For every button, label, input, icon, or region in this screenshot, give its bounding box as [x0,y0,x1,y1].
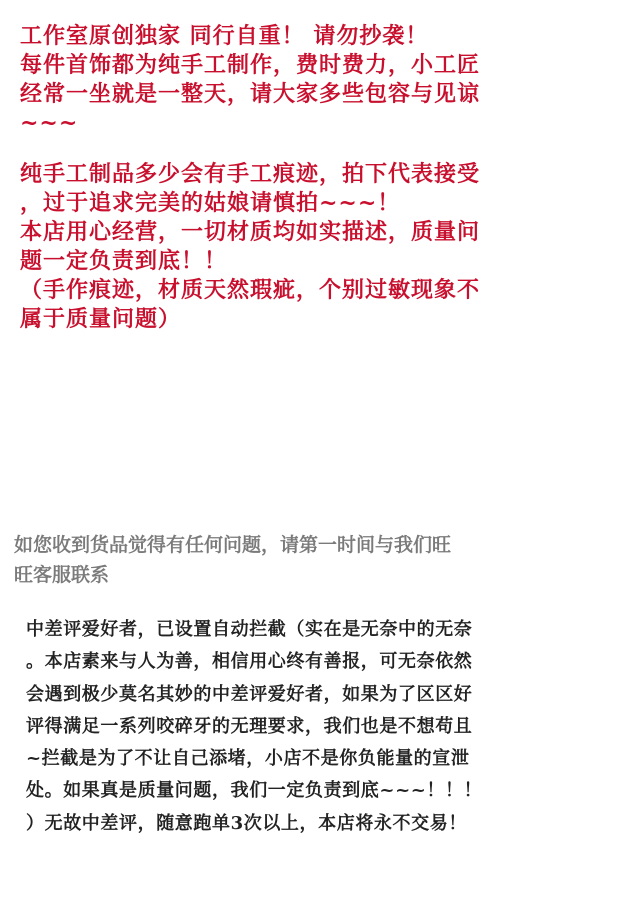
contact-notice [14,530,604,590]
notice-line: 工作室原创独家 同行自重！ 请勿抄袭！ [20,23,429,49]
policy-line: 评得满足一系列咬碎牙的无理要求，我们也是不想苟且 [26,715,473,737]
policy-line: 。本店素来与人为善，相信用心终有善报，可无奈依然 [26,651,473,673]
notice-line: 纯手工制品多少会有手工痕迹，拍下代表接受 [20,161,481,187]
policy-line: ~拦截是为了不让自己添堵，小店不是你负能量的宣泄 [26,748,470,770]
policy-line: ）无故中差评，随意跑单3次以上，本店将永不交易！ [26,812,467,834]
notice-line: 属于质量问题） [20,306,182,332]
paragraph-gap [20,138,610,160]
policy-line: 处。如果真是质量问题，我们一定负责到底~~~！！！ [26,780,483,802]
notice-line: 本店用心经营，一切材质均如实描述，质量问 [20,219,481,245]
review-policy [26,614,616,840]
notice-line: ~~~ [20,110,79,136]
contact-line: 如您收到货品觉得有任何问题，请第一时间与我们旺 [14,534,452,556]
policy-line: 中差评爱好者，已设置自动拦截（实在是无奈中的无奈 [26,619,473,640]
notice-line: 题一定负责到底！！ [20,248,228,274]
contact-line: 旺客服联系 [14,564,110,586]
shop-notice [20,22,610,334]
notice-line: （手作痕迹，材质天然瑕疵，个别过敏现象不 [20,277,481,303]
notice-line: 经常一坐就是一整天，请大家多些包容与见谅 [20,81,481,107]
notice-line: ，过于追求完美的姑娘请慎拍~~~！ [20,190,401,216]
notice-line: 每件首饰都为纯手工制作，费时费力，小工匠 [20,52,481,78]
policy-line: 会遇到极少莫名其妙的中差评爱好者，如果为了区区好 [26,683,473,705]
